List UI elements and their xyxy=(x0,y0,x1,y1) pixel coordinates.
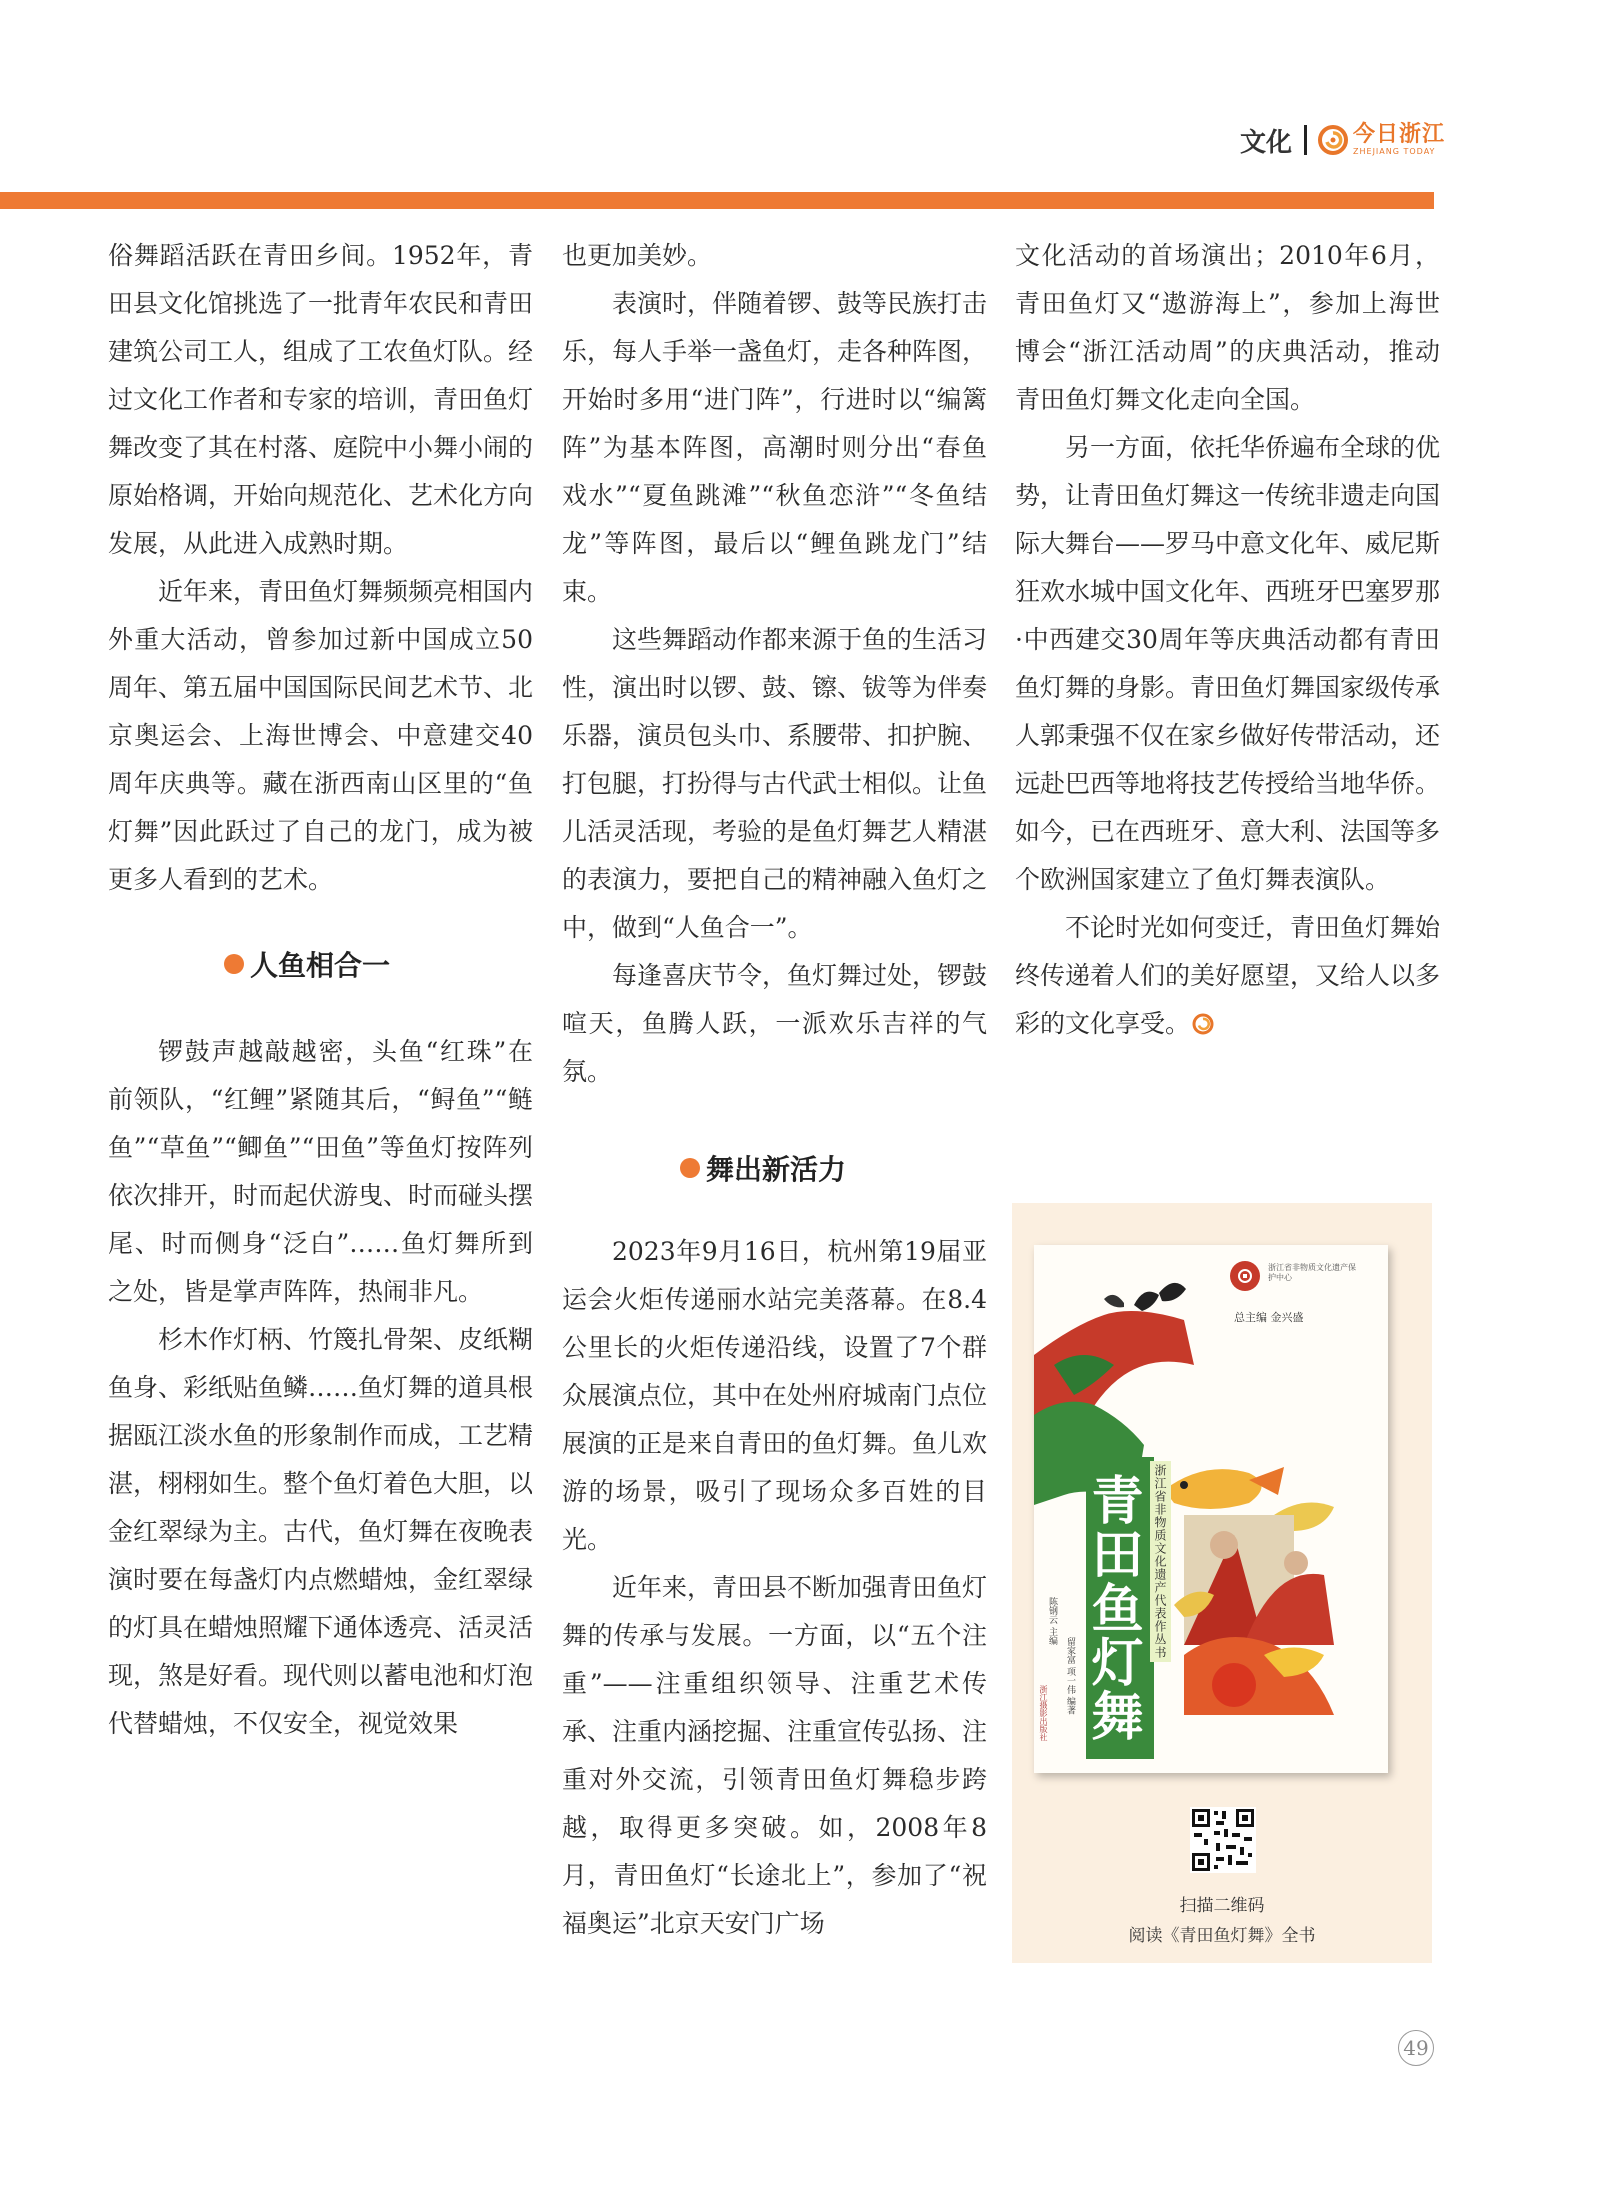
paragraph: 锣鼓声越敲越密，头鱼“红珠”在前领队，“红鲤”紧随其后，“鲟鱼”“鲢鱼”“草鱼”“鲫鱼”“田鱼”等鱼灯按阵列依次排开，时而起伏游曳、时而碰头摆尾、时而侧身“泛白”……鱼灯舞所到之处，皆是掌声阵阵，热闹非凡。 xyxy=(108,1037,534,1306)
section-heading xyxy=(108,944,533,984)
paragraph: 也更加美妙。 xyxy=(562,241,713,270)
paragraph: 表演时，伴随着锣、鼓等民族打击乐，每人手举一盏鱼灯，走各种阵图，开始时多用“进门阵”，行进时以“编篱阵”为基本阵图，高潮时则分出“春鱼戏水”“夏鱼跳滩”“秋鱼恋浒”“冬鱼结龙”等阵图，最后以“鲤鱼跳龙门”结束。 xyxy=(562,289,988,606)
section-heading-text: 舞出新活力 xyxy=(706,1153,847,1186)
end-mark-swirl-icon xyxy=(1192,1013,1214,1035)
qr-caption xyxy=(1012,1891,1432,1951)
magazine-logo xyxy=(1317,124,1445,156)
article-column-3 xyxy=(1015,232,1440,1048)
paragraph xyxy=(1015,904,1440,1048)
logo-chinese-text: 今日浙江 xyxy=(1353,122,1446,147)
bullet-dot-icon xyxy=(680,1158,700,1178)
cover-publisher-top: 浙江省非物质文化遗产保护中心 xyxy=(1268,1263,1356,1282)
closing-paragraph-text: 不论时光如何变迁，青田鱼灯舞始终传递着人们的美好愿望，又给人以多彩的文化享受。 xyxy=(1015,913,1441,1038)
paragraph: 近年来，青田县不断加强青田鱼灯舞的传承与发展。一方面，以“五个注重”——注重组织领导、注重艺术传承、注重内涵挖掘、注重宣传弘扬、注重对外交流，引领青田鱼灯舞稳步跨越，取得更多突破。如，2008年8月，青田鱼灯“长途北上”，参加了“祝福奥运”北京天安门广场 xyxy=(562,1573,988,1938)
bullet-dot-icon xyxy=(224,954,244,974)
book-series: 浙江省非物质文化遗产代表作丛书 xyxy=(1150,1461,1171,1662)
paragraph: 近年来，青田鱼灯舞频频亮相国内外重大活动，曾参加过新中国成立50周年、第五届中国国际民间艺术节、北京奥运会、上海世博会、中意建交40周年庆典等。藏在浙西南山区里的“鱼灯舞”因此跃过了自己的龙门，成为被更多人看到的艺术。 xyxy=(108,577,534,894)
book-press: 浙江摄影出版社 xyxy=(1039,1685,1048,1741)
paragraph: 2023年9月16日，杭州第19届亚运会火炬传递丽水站完美落幕。在8.4公里长的火炬传递沿线，设置了7个群众展演点位，其中在处州府城南门点位展演的正是来自青田的鱼灯舞。鱼儿欢游的场景，吸引了现场众多百姓的目光。 xyxy=(562,1237,988,1554)
section-heading-text: 人鱼相合一 xyxy=(250,949,391,982)
article-column-1 xyxy=(108,232,533,1748)
page-header xyxy=(1240,118,1445,162)
book-author-chief: 陈钢云 主编 xyxy=(1047,1597,1057,1645)
header-rule xyxy=(0,192,1434,209)
paragraph: 每逢喜庆节令，鱼灯舞过处，锣鼓喧天，鱼腾人跃，一派欢乐吉祥的气氛。 xyxy=(562,961,988,1086)
book-author-writers: 留家富 项一伟 编著 xyxy=(1065,1637,1075,1715)
section-heading xyxy=(562,1148,987,1188)
logo-swirl-icon xyxy=(1317,124,1349,156)
paragraph: 这些舞蹈动作都来源于鱼的生活习性，演出时以锣、鼓、镲、钹等为伴奏乐器，演员包头巾、系腰带、扣护腕、打包腿，打扮得与古代武士相似。让鱼儿活灵活现，考验的是鱼灯舞艺人精湛的表演力，要把自己的精神融入鱼灯之中，做到“人鱼合一”。 xyxy=(562,625,988,942)
paragraph: 文化活动的首场演出；2010年6月，青田鱼灯又“遨游海上”，参加上海世博会“浙江活动周”的庆典活动，推动青田鱼灯舞文化走向全国。 xyxy=(1015,241,1440,414)
cover-editor: 总主编 金兴盛 xyxy=(1234,1311,1304,1324)
qr-code-icon[interactable] xyxy=(1190,1807,1256,1873)
book-title: 青田鱼灯舞 xyxy=(1086,1457,1154,1759)
article-column-2 xyxy=(562,232,987,1948)
publisher-emblem-icon xyxy=(1230,1261,1260,1291)
page-number: 49 xyxy=(1398,2030,1434,2066)
section-label: 文化 xyxy=(1240,127,1293,158)
paragraph: 另一方面，依托华侨遍布全球的优势，让青田鱼灯舞这一传统非遗走向国际大舞台——罗马中意文化年、威尼斯狂欢水城中国文化年、西班牙巴塞罗那·中西建交30周年等庆典活动都有青田鱼灯舞的身影。青田鱼灯舞国家级传承人郭秉强不仅在家乡做好传带活动，还远赴巴西等地将技艺传授给当地华侨。如今，已在西班牙、意大利、法国等多个欧洲国家建立了鱼灯舞表演队。 xyxy=(1015,433,1441,894)
paragraph: 杉木作灯柄、竹篾扎骨架、皮纸糊鱼身、彩纸贴鱼鳞……鱼灯舞的道具根据瓯江淡水鱼的形象制作而成，工艺精湛，栩栩如生。整个鱼灯着色大胆，以金红翠绿为主。古代，鱼灯舞在夜晚表演时要在每盏灯内点燃蜡烛，金红翠绿的灯具在蜡烛照耀下通体透亮、活灵活现，煞是好看。现代则以蓄电池和灯泡代替蜡烛，不仅安全，视觉效果 xyxy=(108,1325,534,1738)
header-separator xyxy=(1304,125,1307,155)
logo-english-text: ZHEJIANG TODAY xyxy=(1353,147,1436,156)
book-cover[interactable] xyxy=(1034,1245,1388,1773)
book-promo-box xyxy=(1012,1203,1432,1963)
qr-caption-line1: 扫描二维码 xyxy=(1179,1896,1265,1916)
paragraph: 俗舞蹈活跃在青田乡间。1952年，青田县文化馆挑选了一批青年农民和青田建筑公司工人，组成了工农鱼灯队。经过文化工作者和专家的培训，青田鱼灯舞改变了其在村落、庭院中小舞小闹的原始格调，开始向规范化、艺术化方向发展，从此进入成熟时期。 xyxy=(108,241,534,558)
qr-caption-line2: 阅读《青田鱼灯舞》全书 xyxy=(1128,1926,1316,1946)
